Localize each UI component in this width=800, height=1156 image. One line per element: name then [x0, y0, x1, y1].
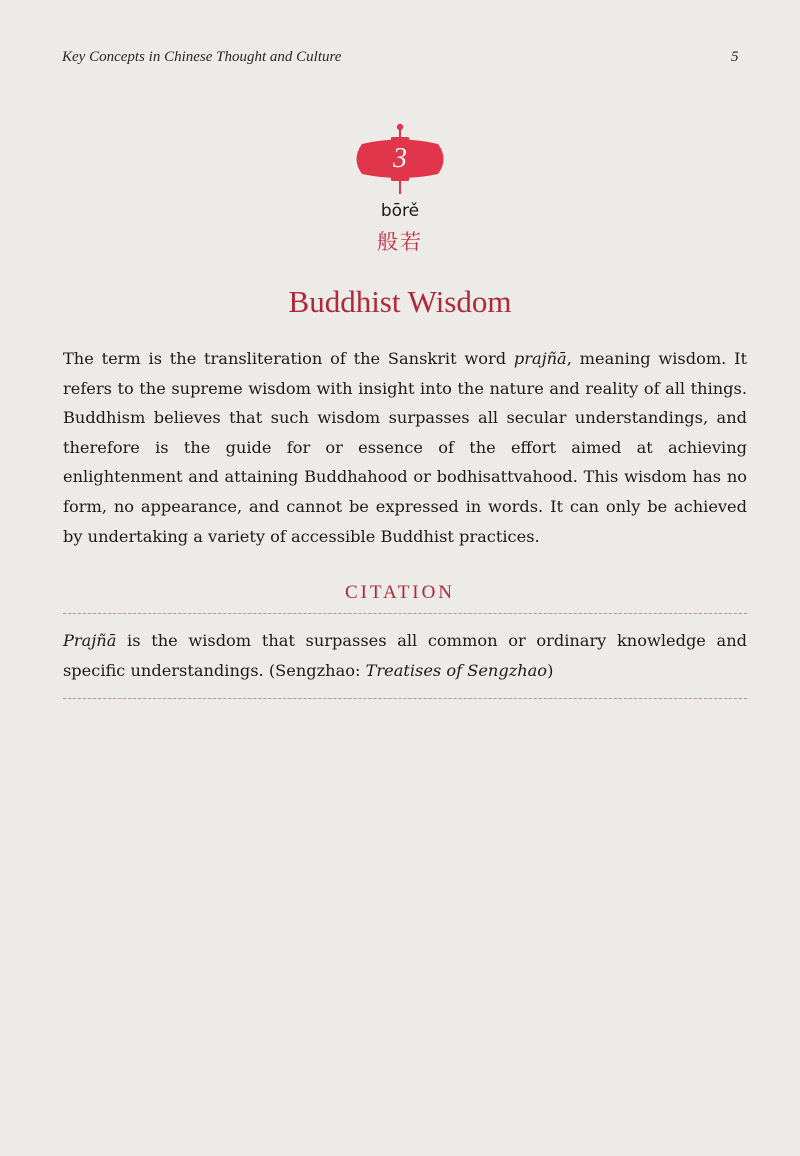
page-number: 5	[731, 49, 739, 65]
citation-source: Treatises of Sengzhao	[365, 660, 548, 680]
citation-divider-bottom	[63, 698, 747, 699]
definition-paragraph	[63, 344, 747, 551]
definition-part-1: The term is the transliteration of the Sanskrit word	[63, 349, 514, 368]
citation-close: )	[547, 660, 554, 680]
citation-divider-top	[63, 613, 747, 614]
citation-heading: CITATION	[344, 582, 456, 603]
entry-title: Buddhist Wisdom	[288, 284, 512, 319]
citation-term: Prajñā	[63, 631, 117, 650]
running-head: Key Concepts in Chinese Thought and Culture	[62, 49, 342, 65]
entry-number: 3	[393, 143, 407, 174]
entry-number-badge	[352, 122, 448, 200]
chinese-term: 般若	[377, 230, 423, 254]
pinyin: bōrě	[380, 201, 420, 221]
definition-term: prajñā	[513, 349, 567, 368]
citation-paragraph	[63, 626, 747, 685]
citation-text: is the wisdom that surpasses all common or ordinary knowledge and specific understandings. (Sengzhao:	[63, 631, 747, 680]
definition-part-2: , meaning wisdom. It refers to the supreme wisdom with insight into the nature and reality of all things. Buddhism believes that such wisdom surpasses all secular understandings, and therefore is the guide for or essence of the effort aimed at achieving enlightenment and attaining Buddhahood or bodhisattvahood. This wisdom has no form, no appearance, and cannot be expressed in words. It can only be achieved by undertaking a variety of accessible Buddhist practices.	[63, 349, 747, 546]
